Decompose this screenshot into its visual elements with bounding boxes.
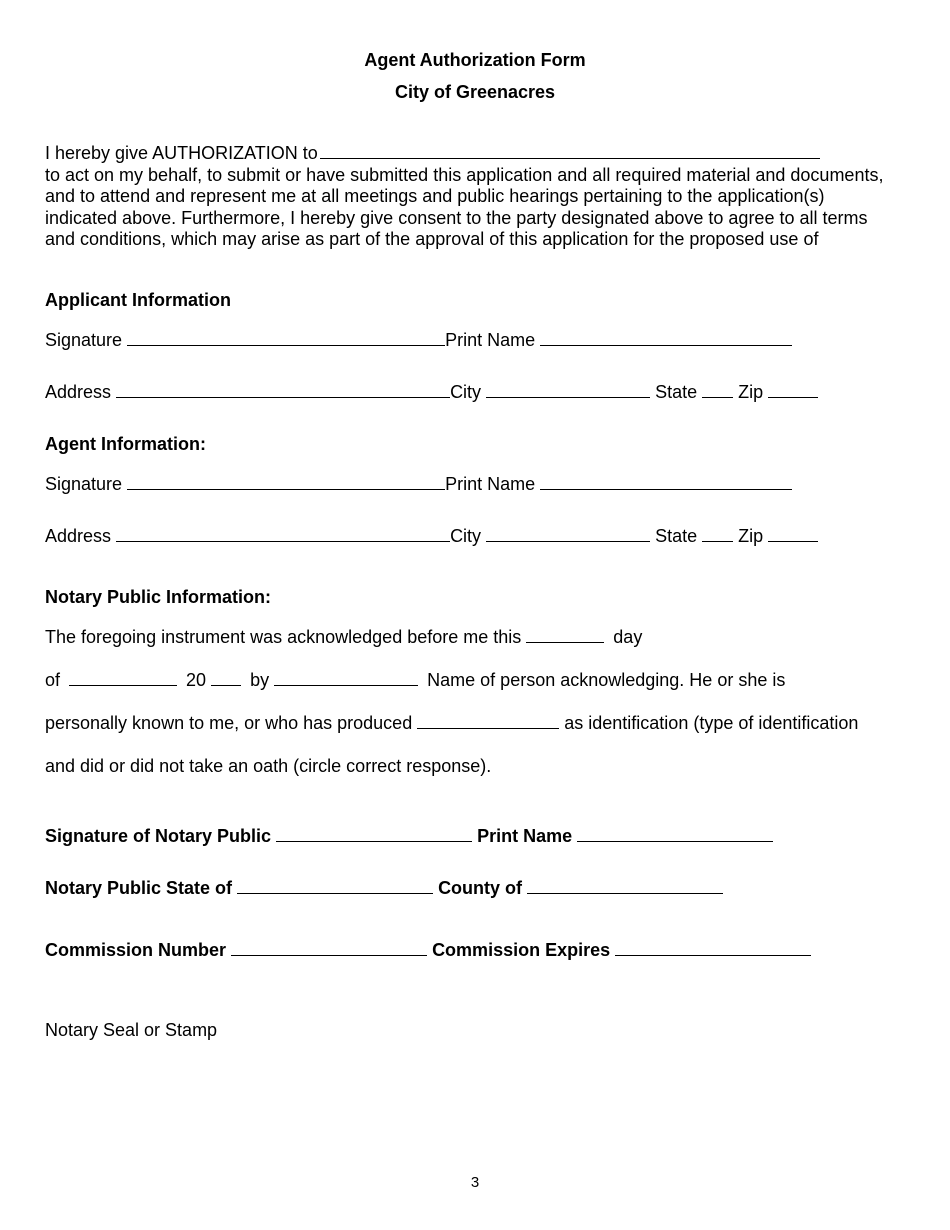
notary-year-field[interactable] <box>211 671 241 686</box>
notary-line-2 <box>45 670 785 691</box>
notary-identification-field[interactable] <box>417 714 559 729</box>
agent-signature-label: Signature <box>45 474 123 494</box>
applicant-city-label: City <box>450 382 482 402</box>
applicant-heading: Applicant Information <box>45 290 231 310</box>
authorization-body: to act on my behalf, to submit or have submitted this application and all required material and documents, and to attend and represent me at all meetings and public hearings pertaining to the application(s) indicated above. Furthermore, I hereby give consent to the party designated above to agree to all terms and conditions, which may arise as part of the approval of this application for the proposed use of <box>45 164 884 249</box>
commission-number-label: Commission Number <box>45 940 227 960</box>
agent-heading: Agent Information: <box>45 434 206 454</box>
agent-name-field[interactable] <box>320 157 820 159</box>
commission-expires-label: Commission Expires <box>432 940 611 960</box>
notary-person-name-field[interactable] <box>274 671 418 686</box>
applicant-print-name-field[interactable] <box>540 331 792 346</box>
applicant-address-label: Address <box>45 382 112 402</box>
notary-county-label: County of <box>438 878 523 898</box>
agent-zip-label: Zip <box>738 526 764 546</box>
notary-by-label: by <box>250 670 270 690</box>
agent-address-row <box>45 526 818 547</box>
notary-line-1 <box>45 627 642 648</box>
notary-signature-field[interactable] <box>276 827 472 842</box>
applicant-print-name-label: Print Name <box>445 330 536 350</box>
notary-county-field[interactable] <box>527 879 723 894</box>
applicant-address-field[interactable] <box>116 383 450 398</box>
applicant-signature-label: Signature <box>45 330 123 350</box>
applicant-address-row <box>45 382 818 403</box>
notary-line-3 <box>45 713 858 734</box>
notary-line-4: and did or did not take an oath (circle correct response). <box>45 756 492 776</box>
notary-heading: Notary Public Information: <box>45 587 272 607</box>
commission-expires-field[interactable] <box>615 941 811 956</box>
agent-signature-row <box>45 474 792 495</box>
applicant-city-field[interactable] <box>486 383 650 398</box>
agent-print-name-field[interactable] <box>540 475 792 490</box>
authorization-paragraph <box>45 143 895 251</box>
agent-address-field[interactable] <box>116 527 450 542</box>
agent-state-field[interactable] <box>702 527 733 542</box>
applicant-zip-label: Zip <box>738 382 764 402</box>
notary-line1-text: The foregoing instrument was acknowledged before me this <box>45 627 522 647</box>
form-subtitle: City of Greenacres <box>394 82 556 102</box>
agent-print-name-label: Print Name <box>445 474 536 494</box>
notary-state-field[interactable] <box>237 879 433 894</box>
notary-of-label: of <box>45 670 61 690</box>
commission-number-field[interactable] <box>231 941 427 956</box>
agent-address-label: Address <box>45 526 112 546</box>
notary-line2-text: Name of person acknowledging. He or she is <box>427 670 786 690</box>
applicant-state-field[interactable] <box>702 383 733 398</box>
agent-zip-field[interactable] <box>768 527 818 542</box>
applicant-zip-field[interactable] <box>768 383 818 398</box>
notary-day-field[interactable] <box>526 628 604 643</box>
applicant-state-label: State <box>655 382 698 402</box>
form-title: Agent Authorization Form <box>364 50 586 70</box>
notary-commission-row <box>45 940 811 961</box>
agent-city-label: City <box>450 526 482 546</box>
notary-day-label: day <box>613 627 643 647</box>
agent-city-field[interactable] <box>486 527 650 542</box>
notary-print-name-field[interactable] <box>577 827 773 842</box>
notary-line3-text: personally known to me, or who has produced <box>45 713 413 733</box>
agent-signature-field[interactable] <box>127 475 445 490</box>
notary-year-prefix: 20 <box>186 670 207 690</box>
notary-month-field[interactable] <box>69 671 177 686</box>
notary-state-row <box>45 878 723 899</box>
notary-line3-text-b: as identification (type of identification <box>564 713 859 733</box>
notary-signature-label: Signature of Notary Public <box>45 826 272 846</box>
authorization-lead: I hereby give AUTHORIZATION to <box>45 143 318 163</box>
notary-print-name-label: Print Name <box>477 826 573 846</box>
notary-seal-label: Notary Seal or Stamp <box>45 1020 218 1040</box>
agent-state-label: State <box>655 526 698 546</box>
notary-signature-row <box>45 826 773 847</box>
page-number: 3 <box>470 1174 480 1191</box>
notary-state-label: Notary Public State of <box>45 878 233 898</box>
applicant-signature-row <box>45 330 792 351</box>
applicant-signature-field[interactable] <box>127 331 445 346</box>
